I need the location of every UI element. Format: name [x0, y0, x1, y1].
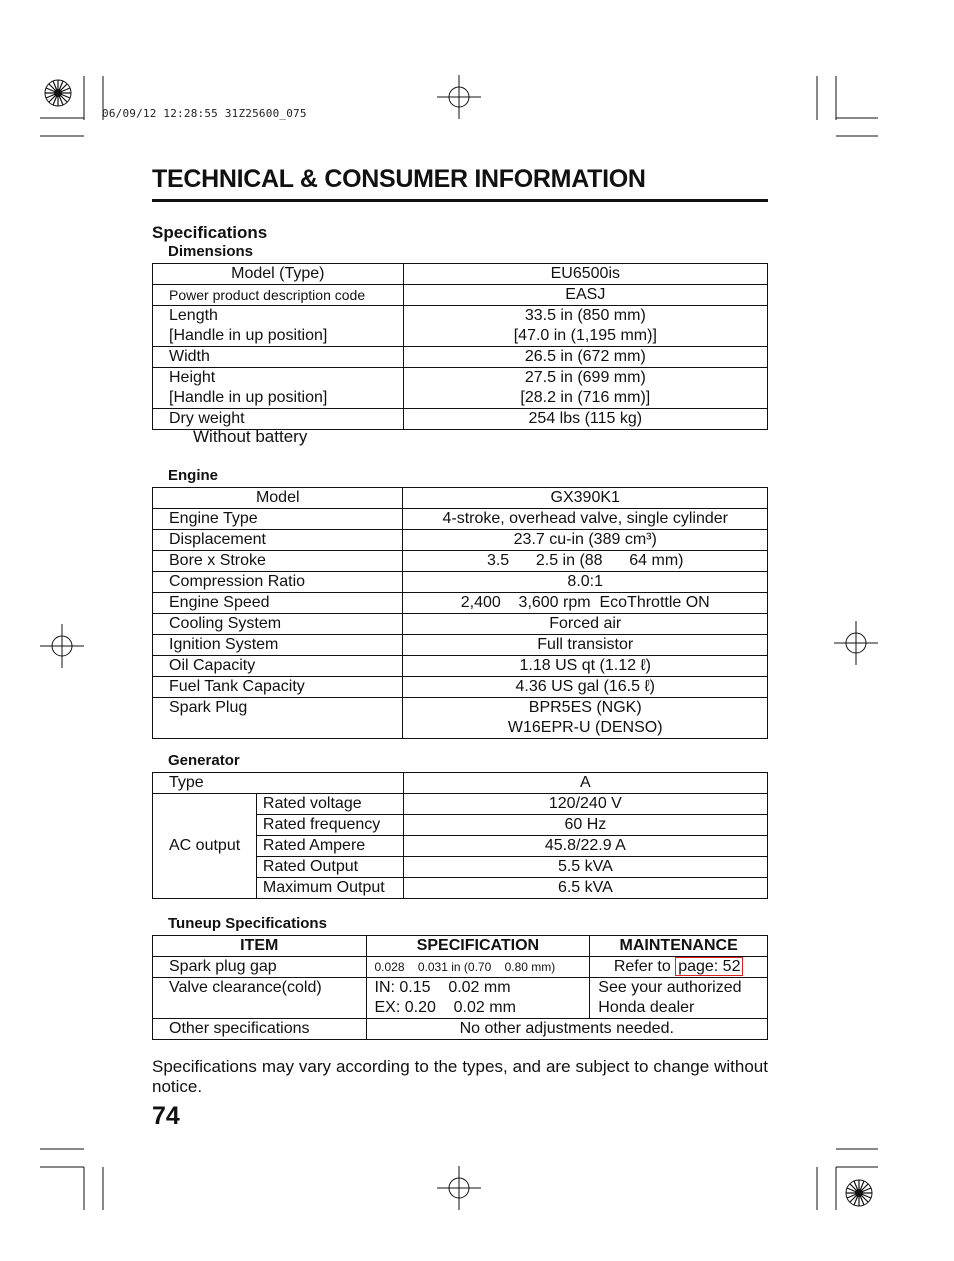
starburst-bottom-right — [846, 1180, 872, 1206]
page-title: TECHNICAL & CONSUMER INFORMATION — [152, 165, 646, 193]
table-row — [153, 656, 768, 677]
table-cell: 26.5 in (672 mm) — [403, 347, 767, 368]
cell-line: See your authorized — [598, 979, 742, 996]
column-header: ITEM — [153, 936, 367, 957]
table-cell — [403, 698, 768, 739]
table-cell: 6.5 kVA — [403, 878, 767, 899]
table-cell: Engine Speed — [153, 593, 403, 614]
table-row — [153, 1019, 768, 1040]
table-cell: 2,400 3,600 rpm EcoThrottle ON — [403, 593, 768, 614]
table-cell: Model (Type) — [153, 264, 404, 285]
dimensions-heading: Dimensions — [168, 243, 254, 260]
print-stamp: 06/09/12 12:28:55 31Z25600_075 — [102, 107, 307, 120]
table-cell: GX390K1 — [403, 488, 768, 509]
table-cell: Fuel Tank Capacity — [153, 677, 403, 698]
table-cell — [403, 306, 767, 347]
table-cell: 45.8/22.9 A — [403, 836, 767, 857]
table-row — [153, 572, 768, 593]
table-cell: Rated frequency — [256, 815, 403, 836]
dimensions-table — [152, 263, 768, 430]
cell-line: EX: 0.20 0.02 mm — [374, 999, 516, 1016]
table-cell: 1.18 US qt (1.12 ℓ) — [403, 656, 768, 677]
cell-line: Length — [169, 307, 218, 324]
table-row — [153, 794, 768, 815]
table-cell: Maximum Output — [256, 878, 403, 899]
table-cell: EU6500is — [403, 264, 767, 285]
table-cell: Type — [153, 773, 404, 794]
table-cell: A — [403, 773, 767, 794]
table-cell: 8.0:1 — [403, 572, 768, 593]
engine-table — [152, 487, 768, 739]
cell-line: [28.2 in (716 mm)] — [520, 389, 651, 406]
page-number: 74 — [152, 1102, 180, 1130]
table-cell: 60 Hz — [403, 815, 767, 836]
crosshair-right — [834, 621, 878, 665]
generator-table — [152, 772, 768, 899]
cell-line: [Handle in up position] — [169, 327, 328, 344]
crosshair-top — [437, 75, 481, 119]
table-cell: Width — [153, 347, 404, 368]
table-cell: Cooling System — [153, 614, 403, 635]
section-title: Specifications — [152, 223, 268, 242]
table-cell: Spark plug gap — [153, 957, 367, 978]
table-cell: Ignition System — [153, 635, 403, 656]
battery-note: Without battery — [193, 427, 308, 446]
cell-line: BPR5ES (NGK) — [528, 699, 642, 716]
crosshair-bottom — [437, 1166, 481, 1210]
table-header-row — [153, 936, 768, 957]
table-cell — [403, 368, 767, 409]
table-cell: Oil Capacity — [153, 656, 403, 677]
table-cell — [153, 368, 404, 409]
table-cell: Other specifications — [153, 1019, 367, 1040]
table-cell: Model — [153, 488, 403, 509]
cell-line: W16EPR-U (DENSO) — [507, 719, 663, 736]
table-row — [153, 509, 768, 530]
cell-line: IN: 0.15 0.02 mm — [374, 979, 511, 996]
table-row — [153, 957, 768, 978]
title-divider — [152, 199, 768, 202]
ac-output-label: AC output — [153, 794, 257, 899]
table-row — [153, 698, 768, 739]
table-row — [153, 551, 768, 572]
table-cell: Engine Type — [153, 509, 403, 530]
table-cell: Power product description code — [153, 285, 404, 306]
table-cell: Rated Output — [256, 857, 403, 878]
engine-heading: Engine — [168, 467, 219, 484]
cell-line: [Handle in up position] — [169, 389, 328, 406]
table-row — [153, 614, 768, 635]
table-cell: Dry weight — [153, 409, 404, 430]
table-row — [153, 488, 768, 509]
footer-note: Specifications may vary according to the types, and are subject to change without notice. — [152, 1057, 768, 1096]
cell-line: 33.5 in (850 mm) — [524, 307, 646, 324]
table-row — [153, 264, 768, 285]
table-cell: No other adjustments needed. — [366, 1019, 768, 1040]
table-row — [153, 635, 768, 656]
table-cell: Full transistor — [403, 635, 768, 656]
table-cell — [153, 306, 404, 347]
cell-line: 27.5 in (699 mm) — [524, 369, 646, 386]
table-row — [153, 677, 768, 698]
starburst-top-left — [45, 80, 71, 106]
tuneup-table — [152, 935, 768, 1040]
column-header: SPECIFICATION — [366, 936, 590, 957]
table-cell: Bore x Stroke — [153, 551, 403, 572]
page-link[interactable]: page: 52 — [675, 957, 743, 976]
generator-heading: Generator — [168, 752, 240, 769]
table-cell: 120/240 V — [403, 794, 767, 815]
table-cell: 23.7 cu-in (389 cm³) — [403, 530, 768, 551]
table-row — [153, 306, 768, 347]
cell-line: [47.0 in (1,195 mm)] — [513, 327, 657, 344]
table-row — [153, 285, 768, 306]
table-cell: Spark Plug — [153, 698, 403, 739]
table-cell: 0.028 0.031 in (0.70 0.80 mm) — [366, 957, 590, 978]
table-cell: 4.36 US gal (16.5 ℓ) — [403, 677, 768, 698]
table-row — [153, 593, 768, 614]
table-cell: 5.5 kVA — [403, 857, 767, 878]
refer-label: Refer to — [613, 958, 671, 975]
table-cell: EASJ — [403, 285, 767, 306]
table-cell: Valve clearance(cold) — [153, 978, 367, 1019]
table-cell: 254 lbs (115 kg) — [403, 409, 767, 430]
table-cell: Compression Ratio — [153, 572, 403, 593]
table-cell: Rated Ampere — [256, 836, 403, 857]
column-header: MAINTENANCE — [590, 936, 768, 957]
table-cell — [366, 978, 590, 1019]
tuneup-heading: Tuneup Specifications — [168, 915, 327, 932]
table-cell: Rated voltage — [256, 794, 403, 815]
table-row — [153, 773, 768, 794]
cell-line: Height — [169, 369, 216, 386]
table-row — [153, 530, 768, 551]
table-cell: Forced air — [403, 614, 768, 635]
table-row — [153, 347, 768, 368]
table-cell: Displacement — [153, 530, 403, 551]
table-cell: 4-stroke, overhead valve, single cylinder — [403, 509, 768, 530]
crosshair-left — [40, 624, 84, 668]
table-cell: 3.5 2.5 in (88 64 mm) — [403, 551, 768, 572]
table-row — [153, 368, 768, 409]
table-cell — [590, 957, 768, 978]
table-row — [153, 978, 768, 1019]
table-cell — [590, 978, 768, 1019]
cell-line: Honda dealer — [598, 999, 695, 1016]
